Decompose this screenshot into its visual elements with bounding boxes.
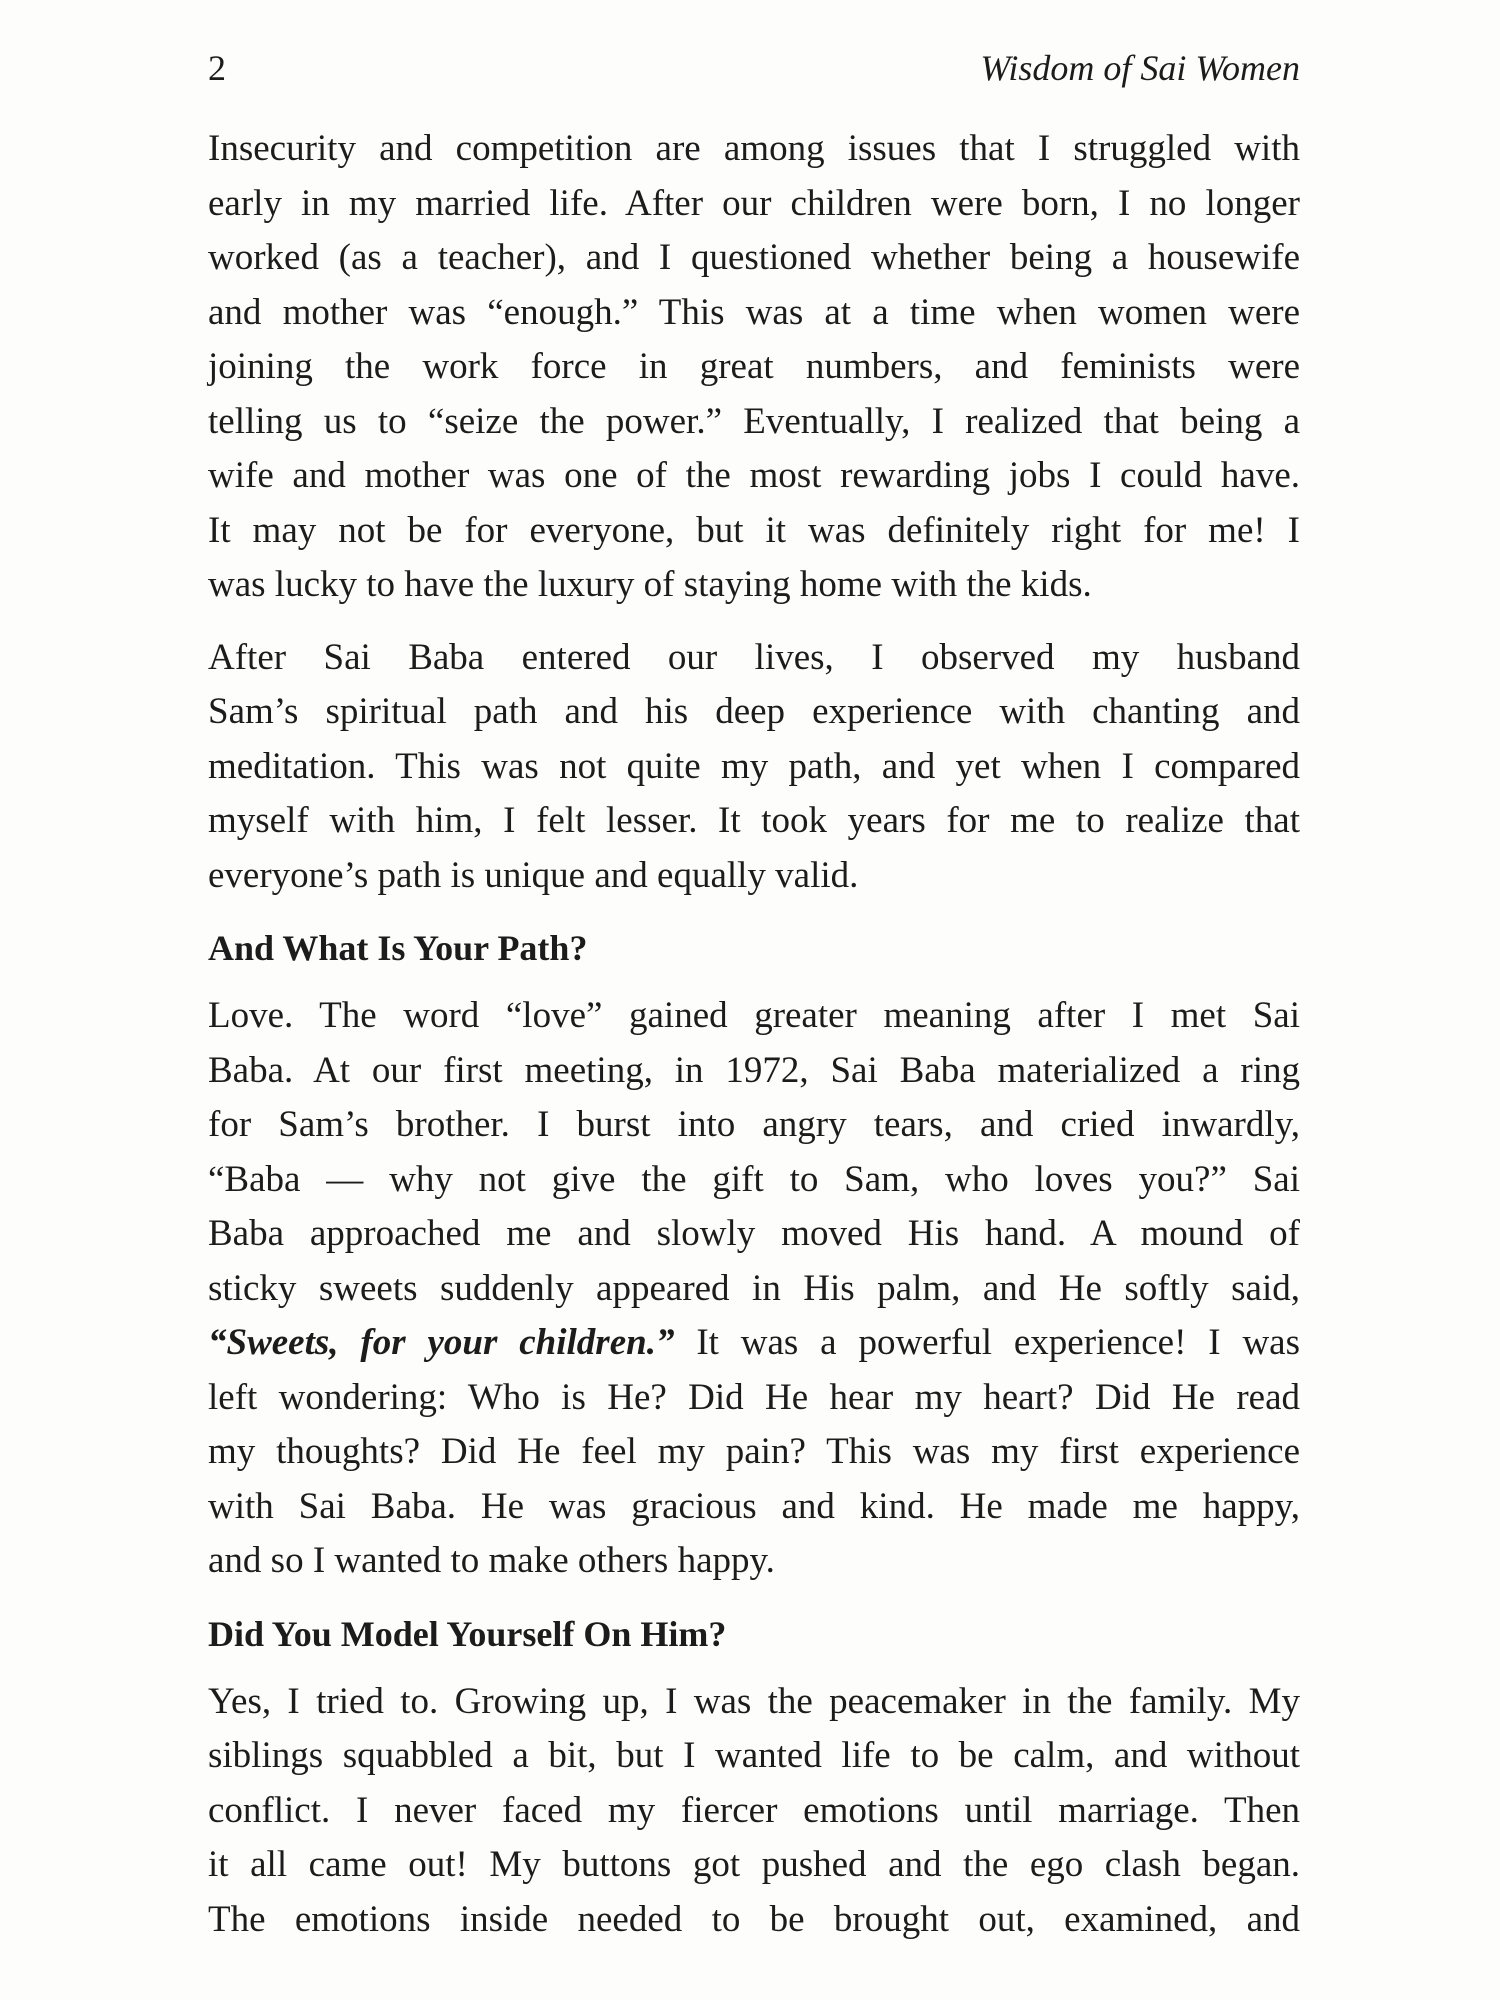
text-line: Sam’s spiritual path and his deep experience with chanting and [208,691,1300,732]
text-line: and so I wanted to make others happy. [208,1540,775,1581]
paragraph-3 [208,989,1300,1589]
text-line: meditation. This was not quite my path, and yet when I compared [208,745,1300,787]
text-line: my thoughts? Did He feel my pain? This was my first experience [208,1431,1300,1472]
text-line: early in my married life. After our children were born, I no longer [208,182,1300,224]
section-heading-model: Did You Model Yourself On Him? [208,1613,727,1654]
paragraph-2 [208,631,1300,904]
text-line: worked (as a teacher), and I questioned whether being a housewife [208,237,1300,278]
page-body [208,122,1300,1965]
text-line: After Sai Baba entered our lives, I observed my husband [208,636,1300,678]
text-line: myself with him, I felt lesser. It took years for me to realize that [208,800,1300,841]
text-line: with Sai Baba. He was gracious and kind. He made me happy, [208,1485,1300,1527]
text-line: for Sam’s brother. I burst into angry tears, and cried inwardly, [208,1104,1300,1145]
text-line: it all came out! My buttons got pushed and the ego clash began. [208,1844,1300,1885]
text-line: “Baba — why not give the gift to Sam, who loves you?” Sai [208,1158,1300,1200]
text-segment: It was a powerful experience! I was [674,1322,1301,1363]
text-line: It may not be for everyone, but it was definitely right for me! I [208,509,1300,551]
quote-emphasis: “Sweets, for your children.” [208,1322,675,1363]
text-line: sticky sweets suddenly appeared in His palm, and He softly said, [208,1267,1300,1309]
text-line: siblings squabbled a bit, but I wanted life to be calm, and without [208,1735,1300,1776]
text-line: Baba. At our first meeting, in 1972, Sai Baba materialized a ring [208,1049,1300,1091]
text-line: Insecurity and competition are among issues that I struggled with [208,128,1300,169]
section-heading-path: And What Is Your Path? [208,928,588,968]
text-line: telling us to “seize the power.” Eventually, I realized that being a [208,400,1300,442]
text-line: Love. The word “love” gained greater meaning after I met Sai [208,995,1300,1036]
text-line: everyone’s path is unique and equally valid. [208,854,859,896]
text-line: was lucky to have the luxury of staying home with the kids. [208,564,1092,605]
text-line: and mother was “enough.” This was at a time when women were [208,291,1300,333]
text-line: joining the work force in great numbers, and feminists were [208,346,1300,387]
page-number: 2 [208,48,226,88]
text-line: The emotions inside needed to be brought out, examined, and [208,1898,1300,1940]
text-line: wife and mother was one of the most rewarding jobs I could have. [208,455,1300,496]
text-line: left wondering: Who is He? Did He hear my heart? Did He read [208,1376,1300,1418]
text-line: conflict. I never faced my fiercer emotions until marriage. Then [208,1789,1300,1831]
text-line [208,1316,1300,1371]
paragraph-1 [208,122,1300,613]
book-title: Wisdom of Sai Women [980,48,1300,88]
text-line: Baba approached me and slowly moved His hand. A mound of [208,1213,1300,1254]
running-header [208,38,1300,98]
paragraph-4 [208,1675,1300,1948]
text-line: Yes, I tried to. Growing up, I was the peacemaker in the family. My [208,1680,1300,1722]
